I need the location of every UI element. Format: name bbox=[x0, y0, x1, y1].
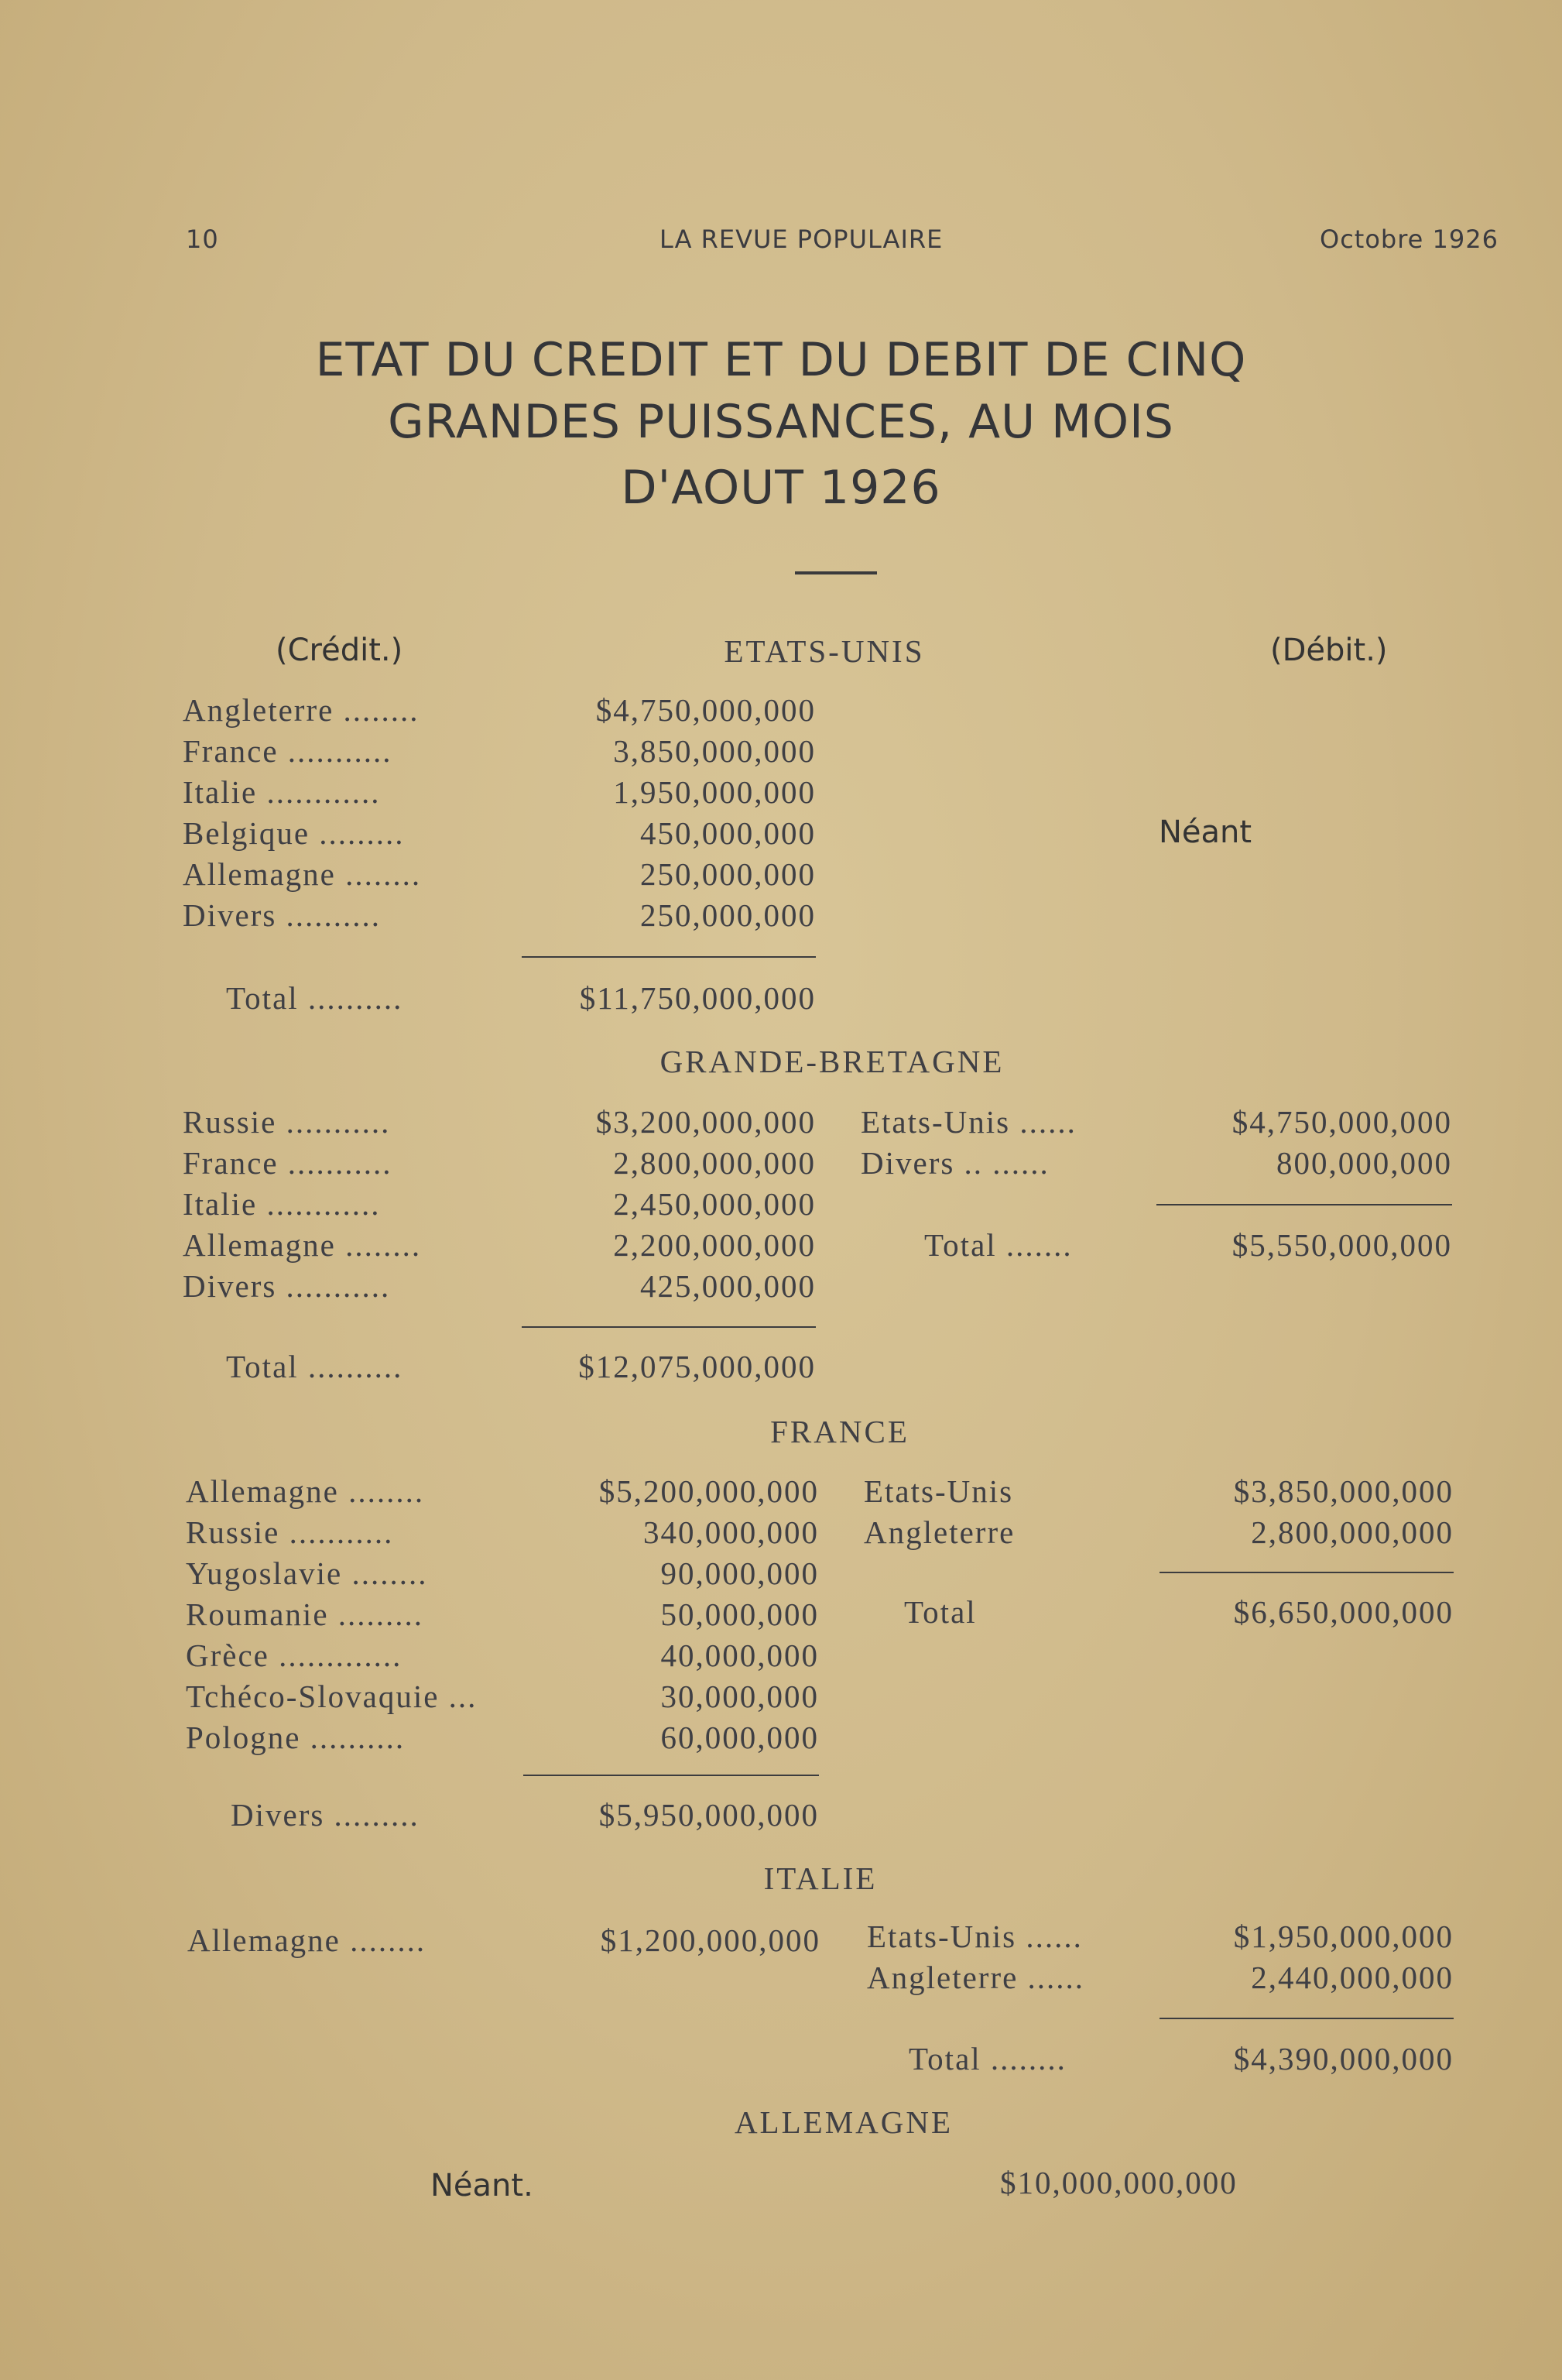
us-credit-label: Belgique ......... bbox=[183, 815, 405, 851]
italy-debit-total-label: Total ........ bbox=[909, 2041, 1067, 2076]
us-credit-label: Angleterre ........ bbox=[183, 692, 420, 728]
gb-credit-amount: 425,000,000 bbox=[640, 1268, 816, 1304]
gb-credit-amount: 2,200,000,000 bbox=[613, 1227, 816, 1263]
gb-debit-label: Etats-Unis ...... bbox=[861, 1104, 1077, 1140]
gb-credit-amount: 2,800,000,000 bbox=[613, 1145, 816, 1181]
section-heading-us: ETATS-UNIS bbox=[724, 633, 925, 669]
us-credit-amount: 1,950,000,000 bbox=[613, 774, 816, 810]
page-number: 10 bbox=[186, 225, 219, 254]
gb-debit-amount: 800,000,000 bbox=[1276, 1145, 1452, 1181]
title-line-1: ETAT DU CREDIT ET DU DEBIT DE CINQ bbox=[315, 333, 1247, 387]
italy-debit-total-amount: $4,390,000,000 bbox=[1233, 2041, 1454, 2076]
gb-credit-amount: 2,450,000,000 bbox=[613, 1186, 816, 1222]
france-credit-amount: 50,000,000 bbox=[660, 1596, 819, 1632]
france-debit-amount: 2,800,000,000 bbox=[1251, 1514, 1454, 1550]
gb-credit-label: Divers ........... bbox=[183, 1268, 391, 1304]
us-credit-label: France ........... bbox=[183, 733, 392, 769]
title-divider bbox=[795, 571, 877, 574]
italy-debit-amount: $1,950,000,000 bbox=[1233, 1919, 1454, 1954]
us-credit-label: Divers .......... bbox=[183, 897, 382, 933]
gb-debit-total-label: Total ....... bbox=[924, 1227, 1073, 1263]
italy-debit-label: Etats-Unis ...... bbox=[867, 1919, 1083, 1954]
france-debit-total-amount: $6,650,000,000 bbox=[1233, 1594, 1454, 1630]
title-line-3: D'AOUT 1926 bbox=[621, 461, 941, 515]
france-credit-amount: 340,000,000 bbox=[643, 1514, 819, 1550]
france-credit-amount: 30,000,000 bbox=[660, 1679, 819, 1714]
france-debit-total-rule bbox=[1160, 1572, 1454, 1573]
debit-label: (Débit.) bbox=[1270, 633, 1388, 668]
us-credit-label: Italie ............ bbox=[183, 774, 381, 810]
gb-credit-label: Russie ........... bbox=[183, 1104, 391, 1140]
us-total-amount: $11,750,000,000 bbox=[579, 980, 816, 1016]
italy-debit-label: Angleterre ...... bbox=[867, 1960, 1085, 1995]
france-credit-amount: $5,200,000,000 bbox=[598, 1473, 819, 1509]
france-credit-label: Grèce ............. bbox=[186, 1638, 402, 1673]
france-credit-amount: 40,000,000 bbox=[660, 1638, 819, 1673]
italy-credit-amount: $1,200,000,000 bbox=[600, 1922, 820, 1958]
france-debit-label: Angleterre bbox=[864, 1514, 1016, 1550]
gb-debit-total-amount: $5,550,000,000 bbox=[1231, 1227, 1452, 1263]
france-credit-amount: 90,000,000 bbox=[660, 1555, 819, 1591]
us-total-label: Total .......... bbox=[226, 980, 403, 1016]
france-total-rule bbox=[523, 1775, 819, 1776]
germany-debit-value: $10,000,000,000 bbox=[1000, 2165, 1238, 2200]
section-heading-italy: ITALIE bbox=[763, 1860, 878, 1896]
france-debit-amount: $3,850,000,000 bbox=[1233, 1473, 1454, 1509]
italy-debit-total-rule bbox=[1160, 2018, 1454, 2019]
france-credit-label: Yugoslavie ........ bbox=[186, 1555, 428, 1591]
italy-credit-label: Allemagne ........ bbox=[187, 1922, 426, 1958]
us-credit-amount: 450,000,000 bbox=[640, 815, 816, 851]
title-line-2: GRANDES PUISSANCES, AU MOIS bbox=[388, 395, 1174, 449]
section-heading-germany: ALLEMAGNE bbox=[734, 2104, 954, 2140]
us-credit-amount: $4,750,000,000 bbox=[595, 692, 816, 728]
gb-credit-label: France ........... bbox=[183, 1145, 392, 1181]
gb-credit-label: Italie ............ bbox=[183, 1186, 381, 1222]
gb-credit-amount: $3,200,000,000 bbox=[595, 1104, 816, 1140]
gb-total-rule bbox=[522, 1326, 816, 1328]
france-credit-label: Roumanie ......... bbox=[186, 1596, 424, 1632]
gb-credit-label: Allemagne ........ bbox=[183, 1227, 422, 1263]
gb-total-amount: $12,075,000,000 bbox=[578, 1349, 816, 1384]
credit-label: (Crédit.) bbox=[276, 633, 403, 668]
france-total-label: Divers ......... bbox=[231, 1797, 420, 1833]
journal-title: LA REVUE POPULAIRE bbox=[659, 225, 944, 254]
section-heading-france: FRANCE bbox=[770, 1414, 909, 1449]
us-credit-label: Allemagne ........ bbox=[183, 856, 422, 892]
gb-debit-label: Divers .. ...... bbox=[861, 1145, 1050, 1181]
france-credit-label: Pologne .......... bbox=[186, 1720, 406, 1755]
france-credit-label: Russie ........... bbox=[186, 1514, 394, 1550]
france-debit-total-label: Total bbox=[904, 1594, 977, 1630]
issue-date: Octobre 1926 bbox=[1320, 225, 1499, 254]
us-credit-amount: 250,000,000 bbox=[640, 897, 816, 933]
france-total-amount: $5,950,000,000 bbox=[598, 1797, 819, 1833]
germany-credit-value: Néant. bbox=[430, 2168, 533, 2203]
gb-total-label: Total .......... bbox=[226, 1349, 403, 1384]
us-credit-amount: 250,000,000 bbox=[640, 856, 816, 892]
france-debit-label: Etats-Unis bbox=[864, 1473, 1014, 1509]
us-total-rule bbox=[522, 956, 816, 958]
france-credit-amount: 60,000,000 bbox=[660, 1720, 819, 1755]
italy-debit-amount: 2,440,000,000 bbox=[1251, 1960, 1454, 1995]
gb-debit-total-rule bbox=[1156, 1204, 1452, 1205]
us-credit-amount: 3,850,000,000 bbox=[613, 733, 816, 769]
france-credit-label: Tchéco-Slovaquie ... bbox=[186, 1679, 478, 1714]
france-credit-label: Allemagne ........ bbox=[186, 1473, 425, 1509]
us-debit-value: Néant bbox=[1159, 814, 1252, 850]
section-heading-gb: GRANDE-BRETAGNE bbox=[659, 1044, 1005, 1079]
gb-debit-amount: $4,750,000,000 bbox=[1231, 1104, 1452, 1140]
